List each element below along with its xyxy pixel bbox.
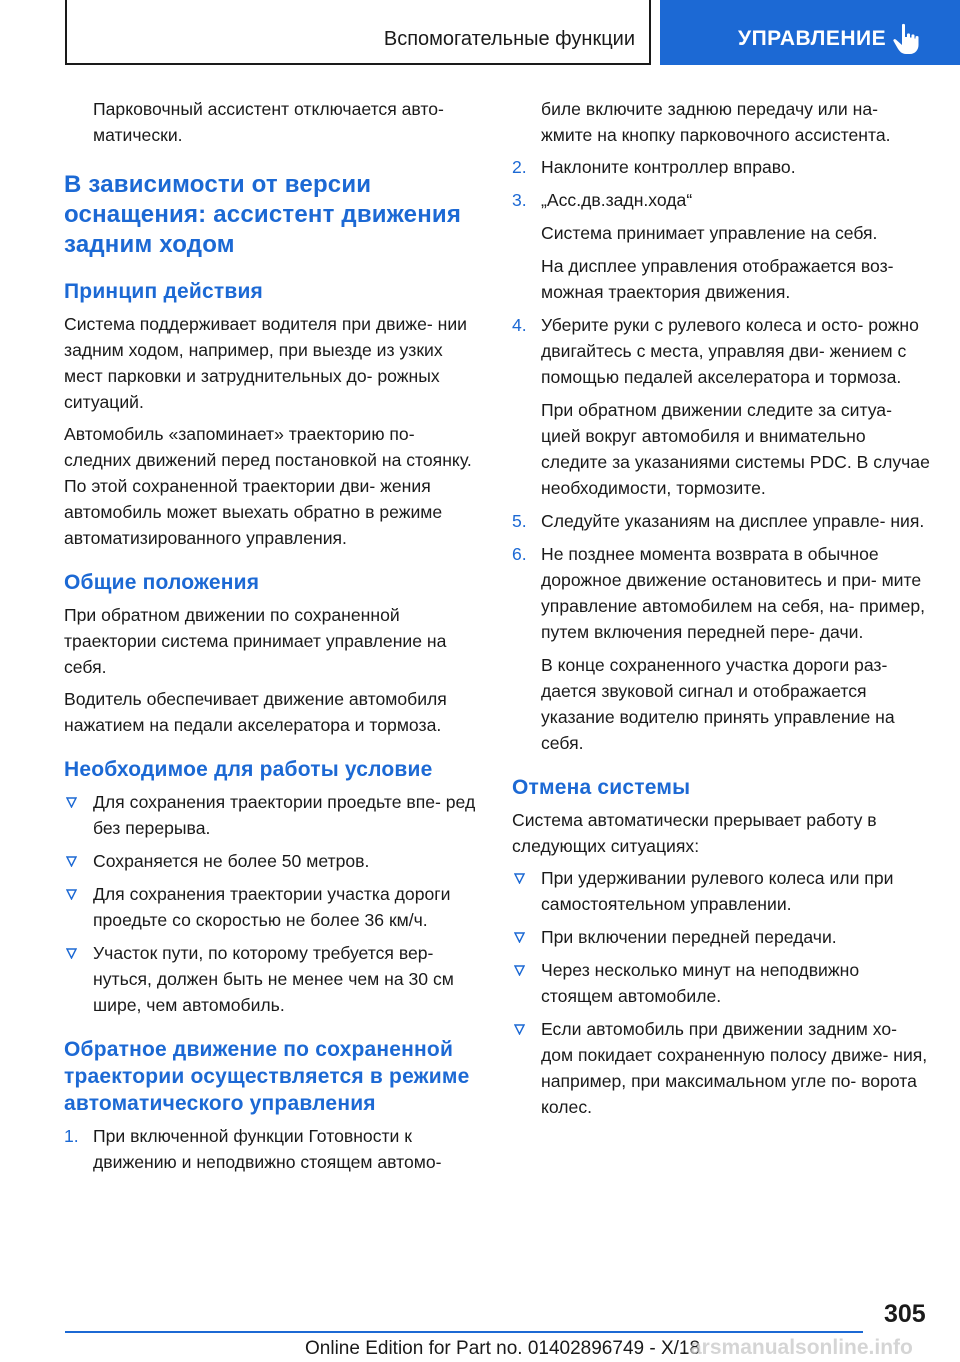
triangle-bullet-icon	[514, 965, 525, 976]
step-number: 6.	[512, 544, 527, 564]
general-paragraph-1: При обратном движении по сохраненной траектории система принимает управление на себя.	[64, 605, 447, 677]
step-number: 2.	[512, 157, 527, 177]
footer-divider	[65, 1331, 863, 1333]
step-item: 3. „Асс.дв.задн.хода“	[512, 187, 932, 213]
list-item: При удерживании рулевого колеса или при самостоятельном управлении.	[512, 865, 932, 917]
step-number: 1.	[64, 1126, 79, 1146]
list-item: Сохраняется не более 50 метров.	[64, 848, 484, 874]
step-item: 5. Следуйте указаниям на дисплее управле- ния.	[512, 508, 932, 534]
triangle-bullet-icon	[514, 932, 525, 943]
header-frame	[65, 0, 651, 65]
triangle-bullet-icon	[66, 948, 77, 959]
triangle-bullet-icon	[514, 1024, 525, 1035]
list-item: Через несколько минут на неподвижно стоящем автомобиле.	[512, 957, 932, 1009]
list-item: Для сохранения траектории участка дороги проедьте со скоростью не более 36 км/ч.	[64, 881, 484, 933]
step-item: 6. Не позднее момента возврата в обычное дорожное движение остановитесь и при- мите управление автомобилем на себя, на- пример, путем включения передней пере- дачи.	[512, 541, 932, 645]
cancel-heading: Отмена системы	[512, 776, 691, 799]
step-item: 2. Наклоните контроллер вправо.	[512, 154, 932, 180]
left-column	[64, 96, 484, 1182]
step-number: 3.	[512, 190, 527, 210]
list-item: При включении передней передачи.	[512, 924, 932, 950]
step-number: 4.	[512, 315, 527, 335]
step-item: 4. Уберите руки с рулевого колеса и осто- рожно двигайтесь с места, управляя дви- жением с помощью педалей акселератора и тормоза.	[512, 312, 932, 390]
step-note: Система принимает управление на себя.	[541, 223, 878, 243]
right-column	[512, 96, 932, 1127]
step-continuation: биле включите заднюю передачу или на- жмите на кнопку парковочного ассистента.	[541, 99, 891, 145]
chapter-tab[interactable]	[660, 0, 960, 65]
list-item: Если автомобиль при движении задним хо- дом покидает сохраненную полосу движе- ния, например, при максимальном угле по- ворота колес.	[512, 1016, 932, 1120]
step-number: 5.	[512, 511, 527, 531]
list-item: Участок пути, по которому требуется вер- нуться, должен быть не менее чем на 30 см шире, чем автомобиль.	[64, 940, 484, 1018]
principle-paragraph-2: Автомобиль «запоминает» траекторию по- следних движений перед постановкой на стоянку. По этой сохраненной траектории дви- жения автомобиль может выехать обратно в режиме автоматизированного управления.	[64, 424, 472, 548]
intro-text: Парковочный ассистент отключается авто- матически.	[93, 99, 444, 145]
triangle-bullet-icon	[514, 873, 525, 884]
principle-paragraph-1: Система поддерживает водителя при движе- нии задним ходом, например, при выезде из узких мест парковки и затруднительных до- рожных ситуаций.	[64, 314, 467, 412]
condition-heading: Необходимое для работы условие	[64, 758, 433, 781]
triangle-bullet-icon	[66, 889, 77, 900]
triangle-bullet-icon	[66, 797, 77, 808]
principle-heading: Принцип действия	[64, 280, 264, 303]
hand-touch-icon	[892, 22, 920, 56]
section-title: Вспомогательные функции	[383, 28, 635, 50]
general-paragraph-2: Водитель обеспечивает движение автомобиля нажатием на педали акселератора и тормоза.	[64, 689, 447, 735]
step-note: В конце сохраненного участка дороги раз- дается звуковой сигнал и отображается указание водителю принять управление на себя.	[541, 655, 895, 753]
chapter-title: УПРАВЛЕНИЕ	[738, 27, 887, 50]
step-item: 1. При включенной функции Готовности к движению и неподвижно стоящем автомо-	[64, 1123, 484, 1175]
edition-info: Online Edition for Part no. 01402896749 - X/18	[305, 1338, 701, 1359]
page-number: 305	[884, 1300, 926, 1328]
general-heading: Общие положения	[64, 571, 260, 594]
reverse-heading: Обратное движение по сохраненной траектории осуществляется в режиме автоматического управления	[64, 1038, 470, 1115]
triangle-bullet-icon	[66, 856, 77, 867]
list-item: Для сохранения траектории проедьте впе- ред без перерыва.	[64, 789, 484, 841]
step-note: На дисплее управления отображается воз- можная траектория движения.	[541, 256, 894, 302]
step-note: При обратном движении следите за ситуа- цией вокруг автомобиля и внимательно следите за указаниями системы PDC. В случае необходимости, тормозите.	[541, 400, 930, 498]
watermark: arsmanualsonline.info	[690, 1336, 913, 1359]
section-heading: В зависимости от версии оснащения: ассистент движения задним ходом	[64, 171, 462, 258]
cancel-paragraph: Система автоматически прерывает работу в следующих ситуациях:	[512, 810, 877, 856]
